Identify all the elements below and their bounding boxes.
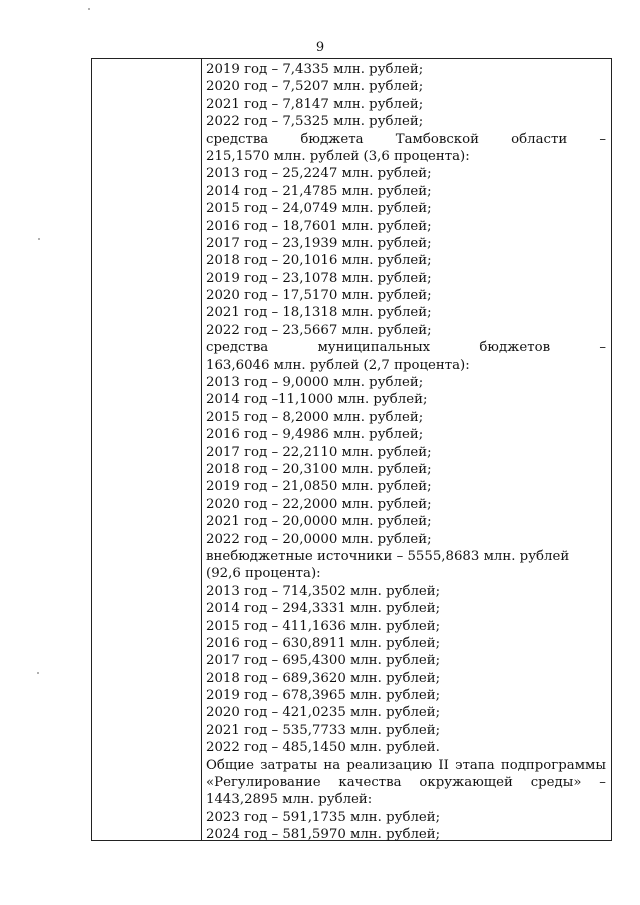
funding-line: 2021 год – 20,0000 млн. рублей;	[206, 514, 432, 530]
heading-word: этапа	[455, 757, 495, 773]
funding-line: 2015 год – 8,2000 млн. рублей;	[206, 409, 424, 425]
heading-word: –	[599, 131, 606, 147]
funding-line: 2021 год – 535,7733 млн. рублей;	[206, 722, 441, 738]
funding-line: 2014 год –11,1000 млн. рублей;	[206, 392, 428, 408]
scan-speck	[37, 672, 39, 674]
funding-line: 2022 год – 485,1450 млн. рублей.	[206, 740, 440, 756]
funding-line: 2015 год – 24,0749 млн. рублей;	[206, 201, 432, 217]
funding-line: 2019 год – 21,0850 млн. рублей;	[206, 479, 432, 495]
funding-line: 2019 год – 678,3965 млн. рублей;	[206, 688, 441, 704]
heading-word: затраты	[260, 757, 318, 773]
funding-line: 2015 год – 411,1636 млн. рублей;	[206, 618, 441, 634]
funding-line: 2017 год – 22,2110 млн. рублей;	[206, 444, 432, 460]
heading-word: –	[599, 775, 606, 791]
document-table	[91, 58, 612, 841]
funding-line: 2013 год – 714,3502 млн. рублей;	[206, 583, 441, 599]
heading-word: качества	[338, 775, 402, 791]
funding-line: 2024 год – 581,5970 млн. рублей;	[206, 827, 441, 843]
heading-word: Общие	[206, 757, 254, 773]
funding-line: 2013 год – 25,2247 млн. рублей;	[206, 166, 432, 182]
heading-word: области	[511, 131, 568, 147]
heading-word: Тамбовской	[395, 131, 479, 147]
funding-line: 2018 год – 20,3100 млн. рублей;	[206, 461, 432, 477]
funding-line: 2016 год – 9,4986 млн. рублей;	[206, 427, 424, 443]
funding-line: 2019 год – 23,1078 млн. рублей;	[206, 270, 432, 286]
funding-line: 2019 год – 7,4335 млн. рублей;	[206, 62, 424, 77]
funding-line: 2016 год – 630,8911 млн. рублей;	[206, 635, 441, 651]
heading-word: муниципальных	[317, 340, 431, 356]
funding-line: 2017 год – 695,4300 млн. рублей;	[206, 653, 441, 669]
funding-line: 2023 год – 591,1735 млн. рублей;	[206, 809, 441, 825]
heading-word: реализацию	[346, 757, 433, 773]
stage2-total: 1443,2895 млн. рублей:	[206, 792, 373, 808]
funding-line: 2014 год – 294,3331 млн. рублей;	[206, 601, 441, 617]
stage2-heading-line1	[206, 757, 606, 774]
funding-line: 2016 год – 18,7601 млн. рублей;	[206, 218, 432, 234]
funding-line: 2021 год – 7,8147 млн. рублей;	[206, 96, 424, 112]
municipal-budget-heading	[206, 339, 606, 356]
heading-word: среды»	[530, 775, 582, 791]
heading-word: средства	[206, 131, 269, 147]
oblast-budget-heading	[206, 131, 606, 148]
heading-word: «Регулирование	[206, 775, 321, 791]
heading-word: бюджетов	[479, 340, 551, 356]
heading-word: окружающей	[419, 775, 513, 791]
funding-cell	[206, 61, 606, 844]
heading-word: подпрограммы	[500, 757, 606, 773]
oblast-budget-total: 215,1570 млн. рублей (3,6 процента):	[206, 148, 470, 164]
funding-line: 2020 год – 17,5170 млн. рублей;	[206, 288, 432, 304]
funding-line: 2014 год – 21,4785 млн. рублей;	[206, 183, 432, 199]
funding-line: 2018 год – 689,3620 млн. рублей;	[206, 670, 441, 686]
stage2-heading-line2	[206, 774, 606, 791]
column-divider	[201, 59, 202, 840]
scan-speck	[88, 8, 90, 10]
offbudget-percent: (92,6 процента):	[206, 566, 321, 582]
heading-word: средства	[206, 340, 269, 356]
page-number: 9	[315, 40, 325, 55]
heading-word: на	[323, 757, 341, 773]
funding-line: 2018 год – 20,1016 млн. рублей;	[206, 253, 432, 269]
offbudget-heading: внебюджетные источники – 5555,8683 млн. рублей	[206, 548, 570, 564]
scan-speck	[38, 238, 40, 240]
funding-line: 2022 год – 23,5667 млн. рублей;	[206, 322, 432, 338]
heading-word: бюджета	[300, 131, 364, 147]
municipal-budget-total: 163,6046 млн. рублей (2,7 процента):	[206, 357, 470, 373]
funding-line: 2022 год – 20,0000 млн. рублей;	[206, 531, 432, 547]
funding-line: 2021 год – 18,1318 млн. рублей;	[206, 305, 432, 321]
funding-line: 2020 год – 7,5207 млн. рублей;	[206, 79, 424, 95]
funding-line: 2020 год – 22,2000 млн. рублей;	[206, 496, 432, 512]
heading-word: –	[599, 340, 606, 356]
heading-word: II	[438, 757, 449, 773]
funding-line: 2020 год – 421,0235 млн. рублей;	[206, 705, 441, 721]
funding-line: 2017 год – 23,1939 млн. рублей;	[206, 235, 432, 251]
funding-line: 2013 год – 9,0000 млн. рублей;	[206, 375, 424, 391]
funding-line: 2022 год – 7,5325 млн. рублей;	[206, 114, 424, 130]
